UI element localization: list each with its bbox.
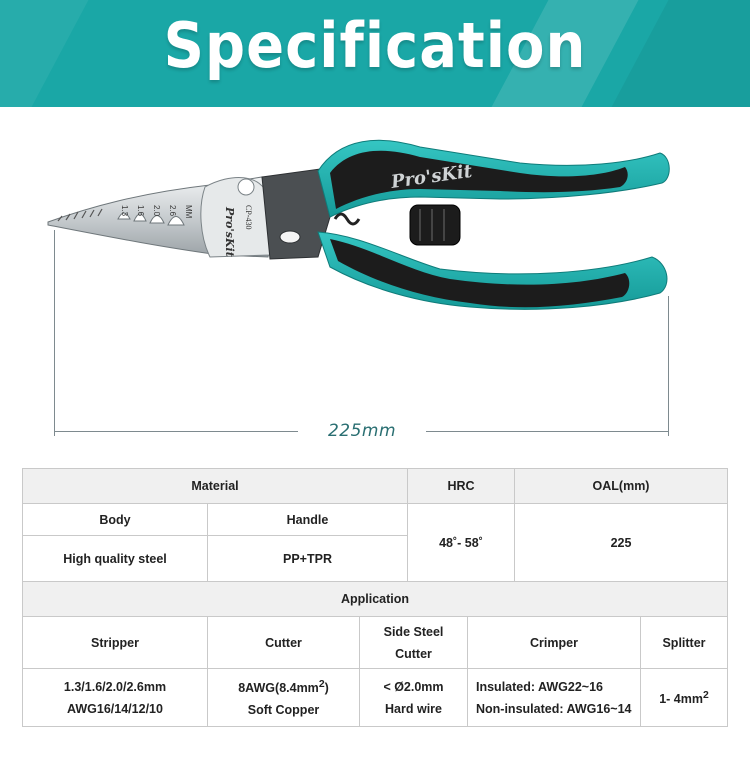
col-crimper: Crimper	[468, 617, 641, 669]
cutter-line1-end: )	[324, 681, 329, 696]
table-row	[23, 582, 728, 617]
dimension-line-right	[426, 431, 668, 432]
pliers-pivot	[262, 169, 330, 259]
table-row	[23, 469, 728, 504]
col-cutter: Cutter	[208, 617, 360, 669]
table-row	[23, 504, 728, 536]
col-side-line1: Side Steel	[383, 624, 444, 639]
brand-logo: Pro'sKit	[389, 160, 474, 193]
side-value-line1: < Ø2.0mm	[383, 679, 444, 694]
gauge-mark: 2.6	[168, 205, 177, 217]
pivot-slot	[280, 231, 300, 243]
crimper-line2: Non-insulated: AWG16~14	[476, 701, 632, 716]
splitter-sup: 2	[703, 689, 709, 701]
header-oal: OAL(mm)	[515, 469, 728, 504]
col-splitter: Splitter	[641, 617, 728, 669]
header-hrc: HRC	[408, 469, 515, 504]
header-application: Application	[23, 582, 728, 617]
spring	[335, 214, 359, 224]
side-cutter-value	[360, 669, 468, 727]
splitter-value	[641, 669, 728, 727]
sub-header-body: Body	[23, 504, 208, 536]
model-number: CP-430	[244, 205, 253, 230]
stripper-value	[23, 669, 208, 727]
crimper-line1: Insulated: AWG22~16	[476, 679, 604, 694]
body-value: High quality steel	[23, 536, 208, 582]
cutter-line2: Soft Copper	[247, 703, 320, 718]
col-side-line2: Cutter	[395, 646, 432, 661]
sub-header-handle: Handle	[208, 504, 408, 536]
page-title: Specification	[163, 10, 587, 83]
length-label: 225mm	[327, 421, 397, 441]
table-row	[23, 617, 728, 669]
header-banner	[0, 0, 750, 107]
cutter-line1-main: 8AWG(8.4mm	[238, 681, 319, 696]
dimension-tick-left	[54, 230, 55, 436]
brand-logo-small: Pro'sKit	[223, 207, 236, 257]
cutter-line1-sup: 2	[318, 678, 325, 690]
spec-table	[22, 468, 728, 727]
dimension-tick-right	[668, 296, 669, 436]
dimension-line-left	[54, 431, 298, 432]
col-stripper: Stripper	[23, 617, 208, 669]
gauge-mark: MM	[184, 205, 193, 219]
table-row	[23, 669, 728, 727]
gauge-mark: 1.3	[120, 205, 129, 217]
stripper-line2: AWG16/14/12/10	[67, 701, 163, 716]
hrc-value: 48˚- 58˚	[408, 504, 515, 582]
cutter-value	[208, 669, 360, 727]
gauge-mark: 2.0	[152, 205, 161, 217]
splitter-main: 1- 4mm	[659, 692, 703, 707]
gauge-mark: 1.6	[136, 205, 145, 217]
col-side-steel-cutter	[360, 617, 468, 669]
handle-value: PP+TPR	[208, 536, 408, 582]
lock-button	[410, 205, 460, 245]
cutter-line1	[212, 674, 355, 699]
stripper-line1: 1.3/1.6/2.0/2.6mm	[63, 679, 167, 694]
pliers-image	[0, 107, 750, 459]
side-value-line2: Hard wire	[385, 701, 442, 716]
crimper-hole	[238, 179, 254, 195]
crimper-value	[468, 669, 641, 727]
oal-value: 225	[515, 504, 728, 582]
header-material: Material	[23, 469, 408, 504]
